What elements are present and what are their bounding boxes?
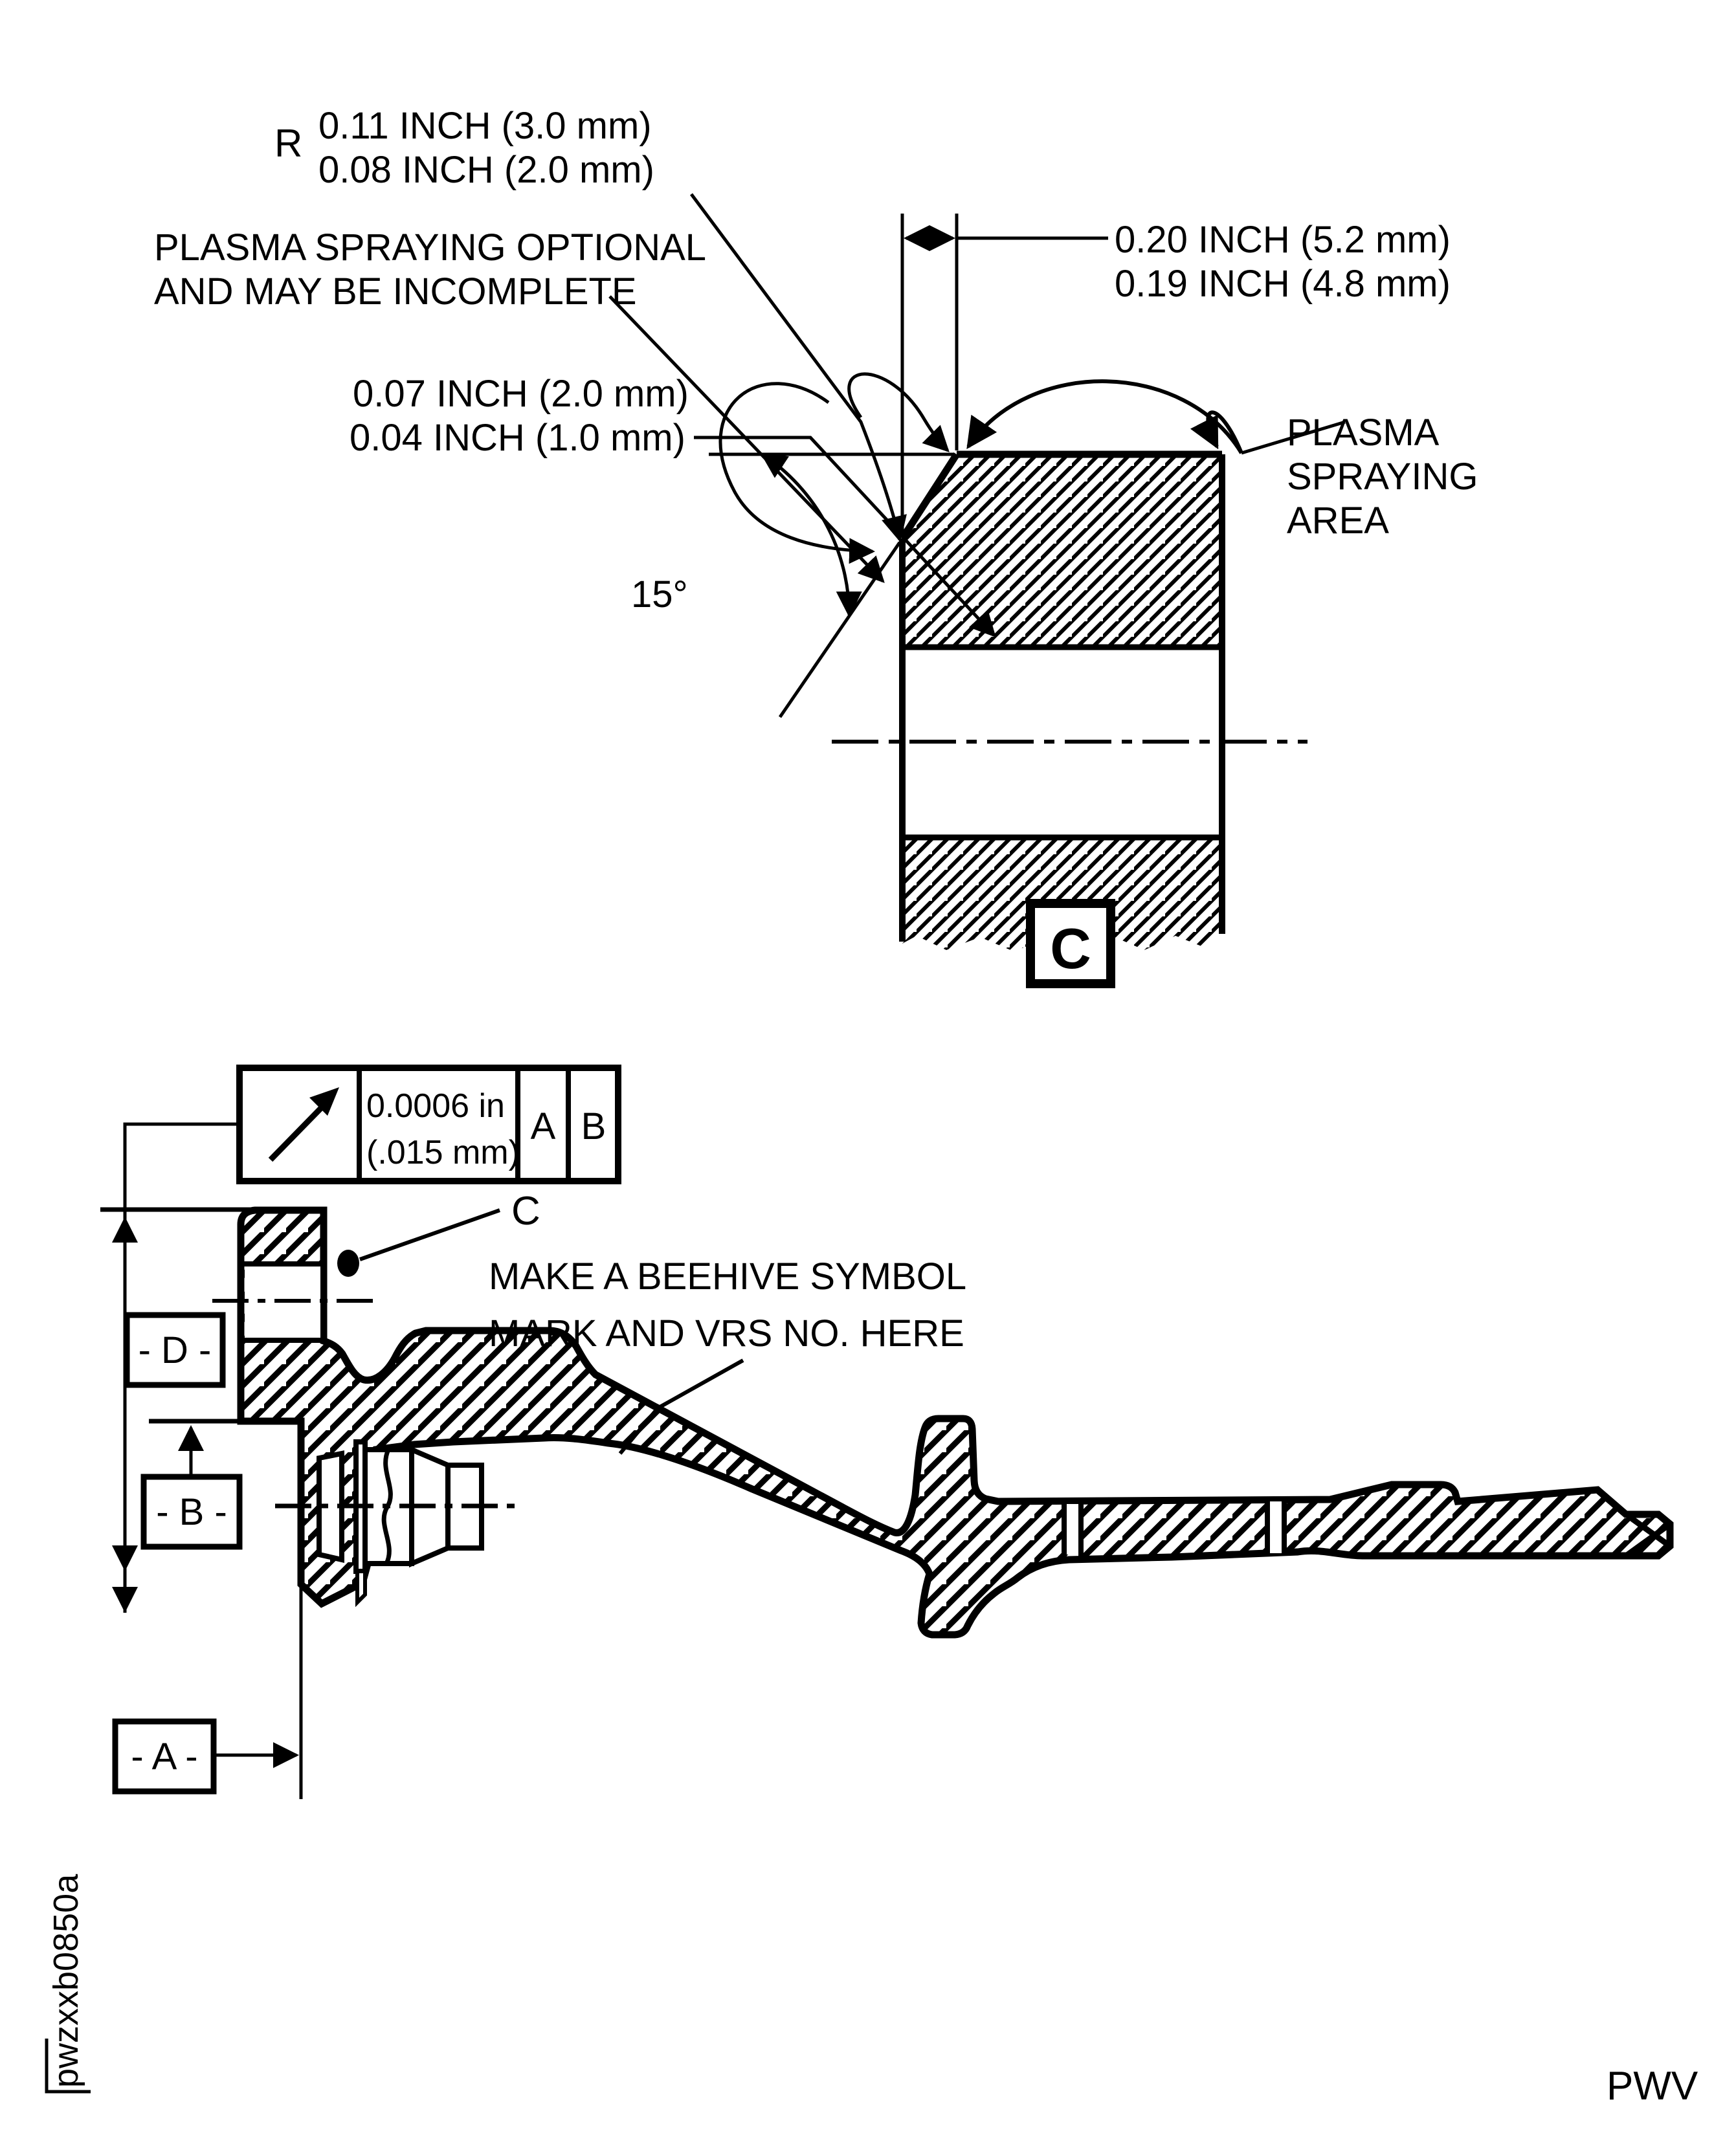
shaft-groove-1 xyxy=(1064,1500,1081,1557)
c-callout-label: C xyxy=(511,1189,540,1233)
main-view xyxy=(100,1068,1670,1799)
beehive-note-line1: MAKE A BEEHIVE SYMBOL xyxy=(489,1256,967,1298)
page-code: PWV xyxy=(1607,2064,1698,2108)
stub-tail xyxy=(357,1571,365,1602)
thickness-dim-lower: 0.04 INCH (1.0 mm) xyxy=(350,417,685,459)
fcf-datum-a: A xyxy=(530,1105,556,1147)
detail-upper-hatch xyxy=(902,454,1222,647)
shaft-groove-2 xyxy=(1267,1499,1284,1556)
beehive-leader-upper xyxy=(658,1360,743,1408)
beehive-note-line2: MARK AND VRS NO. HERE xyxy=(489,1312,964,1355)
fcf-tolerance-mm: (.015 mm) xyxy=(366,1134,520,1171)
c-callout-leader xyxy=(360,1210,500,1259)
optional-note-line1: PLASMA SPRAYING OPTIONAL xyxy=(154,227,707,269)
groove1-void xyxy=(1065,1504,1080,1554)
width-dim-upper: 0.20 INCH (5.2 mm) xyxy=(1115,219,1451,261)
radius-arc-leader-upper xyxy=(849,374,948,450)
area-label-line1: PLASMA xyxy=(1287,412,1440,454)
radius-symbol: R xyxy=(274,122,303,165)
datum-d-label: - D - xyxy=(138,1329,212,1371)
area-label-line2: SPRAYING xyxy=(1287,456,1478,498)
feature-control-frame xyxy=(239,1068,618,1181)
radius-dim-upper: 0.11 INCH (3.0 mm) xyxy=(318,105,652,147)
fcf-leader xyxy=(125,1124,239,1210)
radius-dim-lower: 0.08 INCH (2.0 mm) xyxy=(318,149,654,191)
footer xyxy=(47,1874,1698,2108)
datum-b-label: - B - xyxy=(156,1491,227,1533)
fcf-tolerance-inch: 0.0006 in xyxy=(366,1087,505,1125)
datum-a-label: - A - xyxy=(131,1736,198,1778)
optional-note-line2: AND MAY BE INCOMPLETE xyxy=(154,271,637,313)
chamfer-angle-label: 15° xyxy=(631,573,688,615)
detail-view-c xyxy=(154,105,1478,984)
detail-letter: C xyxy=(1050,916,1091,980)
width-dim-lower: 0.19 INCH (4.8 mm) xyxy=(1115,263,1451,305)
area-label-line3: AREA xyxy=(1287,500,1389,542)
fcf-datum-b: B xyxy=(581,1105,606,1147)
c-callout-dot xyxy=(337,1250,359,1277)
groove2-void xyxy=(1269,1501,1283,1553)
angle-chamfer-extension xyxy=(780,542,900,717)
area-arc-left xyxy=(968,381,1241,453)
thickness-dim-upper: 0.07 INCH (2.0 mm) xyxy=(353,373,689,415)
figure-id: pwzxxb0850a xyxy=(47,1874,85,2088)
